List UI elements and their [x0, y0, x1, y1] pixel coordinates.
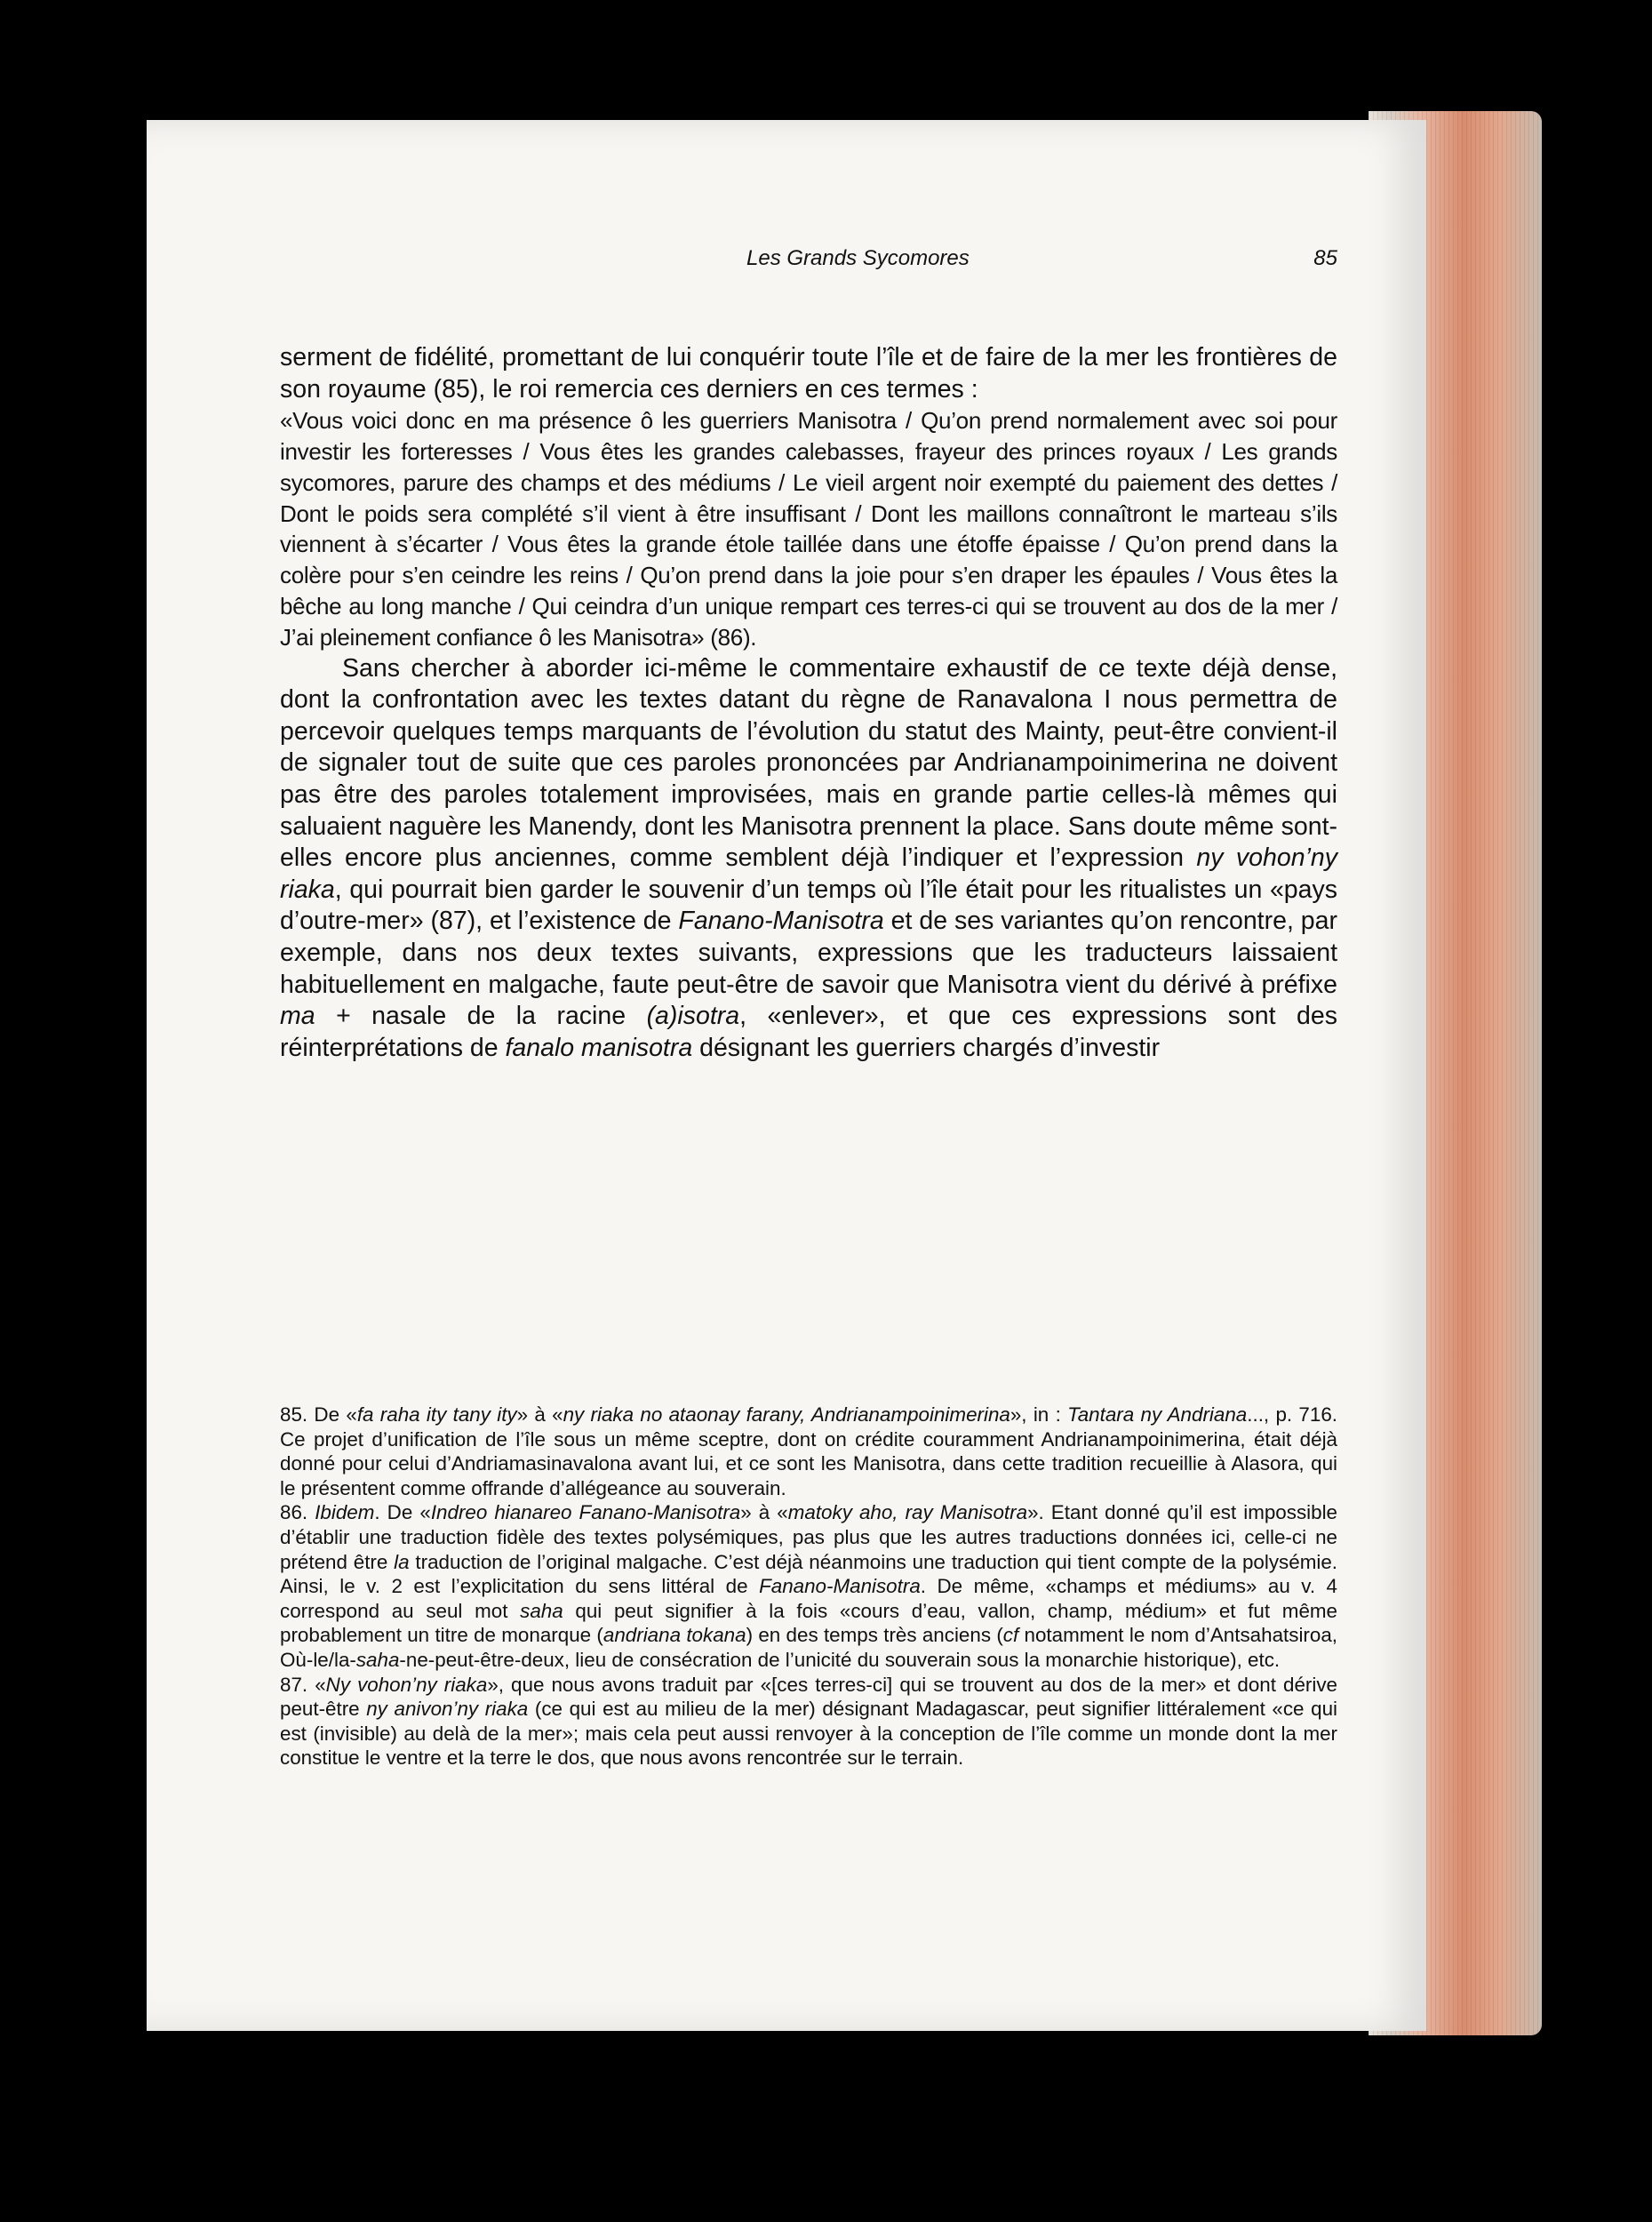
italic-term: ny anivon’ny riaka	[366, 1698, 529, 1721]
text-run: qui peut signifier à la fois «cours d’eau, vallon, champ, médium» et fut même probablement un titre de monarque (	[280, 1599, 1337, 1647]
italic-term: Indreo hianareo Fanano-Manisotra	[430, 1501, 741, 1524]
text-run: traduction de l’original malgache. C’est déjà néanmoins une traduction qui tient compte de la polysémie. Ainsi, le v. 2 est l’explicitation du sens littéral de	[280, 1550, 1338, 1598]
paragraph-2	[280, 653, 1337, 1065]
text-run: désignant les guerriers chargés d’investir	[692, 1033, 1161, 1062]
text-run: , «enlever», et que ces expressions sont des réinterprétations de	[280, 1002, 1337, 1062]
italic-term: Tantara ny Andriana	[1067, 1403, 1248, 1426]
paragraph-1: serment de fidélité, promettant de lui conquérir toute l’île et de faire de la mer les frontières de son royaume (85), le roi remercia ces derniers en ces termes :	[280, 343, 1337, 404]
text-run: -ne-peut-être-deux, lieu de consécration de l’unicité du souverain sous la monarchie historique), etc.	[399, 1648, 1281, 1671]
text-run: + nasale de la racine	[315, 1002, 647, 1031]
page-number: 85	[1313, 246, 1337, 270]
text-run: et de ses variantes qu’on rencontre, par exemple, dans nos deux textes suivants, expressions que les traducteurs laissaient habituellement en malgache, faute peut-être de savoir que Manisotra vient du dérivé à préfixe	[280, 907, 1337, 999]
text-run: 87. «	[280, 1673, 326, 1696]
text-run: » à «	[516, 1403, 563, 1426]
running-head	[280, 246, 1337, 282]
footnote-86	[280, 1500, 1337, 1672]
italic-term: cf	[1002, 1624, 1019, 1647]
italic-term: saha	[355, 1648, 400, 1671]
italic-term: la	[394, 1550, 410, 1573]
italic-term: saha	[520, 1599, 563, 1622]
italic-term: ny riaka no ataonay farany, Andrianampoinimerina	[563, 1403, 1010, 1426]
text-run: , qui pourrait bien garder le souvenir d’un temps où l’île était pour les ritualistes un «pays d’outre-mer» (87), et l’existence de	[280, 875, 1337, 936]
text-run: », in :	[1010, 1403, 1068, 1426]
italic-term: (a)isotra	[646, 1002, 740, 1031]
footnote-87	[280, 1673, 1337, 1770]
text-run: 86.	[280, 1501, 315, 1524]
text-run: ». Etant donné qu’il est impossible d’établir une traduction fidèle des textes polysémiques, pas plus que les autres traductions données ici, celle-ci ne prétend être	[280, 1501, 1338, 1573]
italic-term: Ibidem	[315, 1501, 375, 1524]
text-run: (ce qui est au milieu de la mer) désignant Madagascar, peut signifier littéralement «ce qui est (invisible) au delà de la mer»; mais cela peut aussi renvoyer à la conception de l’île comme un monde dont la mer constitue le ventre et la terre le dos, que nous avons rencontrée sur le terrain.	[280, 1698, 1337, 1770]
footnote-85	[280, 1403, 1337, 1500]
book-page	[147, 120, 1426, 2031]
italic-term: matoky aho, ray Manisotra	[787, 1501, 1028, 1524]
text-run: 85. De «	[280, 1403, 357, 1426]
body-text	[280, 342, 1337, 1064]
italic-term: Fanano-Manisotra	[678, 907, 884, 936]
italic-term: andriana tokana	[603, 1624, 746, 1647]
text-run: . De «	[374, 1501, 431, 1524]
italic-term: ny vohon’ny riaka	[280, 843, 1337, 904]
text-run: », que nous avons traduit par «[ces terres-ci] qui se trouvent au dos de la mer» et dont dérive peut-être	[280, 1673, 1338, 1721]
italic-term: fa raha ity tany ity	[356, 1403, 517, 1426]
footnotes	[280, 1403, 1337, 1770]
text-run: ..., p. 716. Ce projet d’unification de l’île sous un même sceptre, dont on crédite couramment Andrianampoinimerina, était déjà donné pour celui d’Andriamasinavalona avant lui, et ce sont les Manisotra, dans cette tradition recueillie à Alasora, qui le présentent comme offrande d’allégeance au souverain.	[280, 1403, 1338, 1499]
italic-term: fanalo manisotra	[505, 1033, 693, 1062]
italic-term: Ny vohon’ny riaka	[325, 1673, 488, 1696]
running-head-title: Les Grands Sycomores	[746, 246, 970, 270]
italic-term: ma	[280, 1002, 315, 1031]
text-run: notamment le nom d’Antsahatsiroa, Où-le/la-	[280, 1624, 1337, 1671]
text-run: Sans chercher à aborder ici-même le commentaire exhaustif de ce texte déjà dense, dont la confrontation avec les textes datant du règne de Ranavalona I nous permettra de percevoir quelques temps marquants de l’évolution du statut des Mainty, peut-être convient-il de signaler tout de suite que ces paroles prononcées par Andrianampoinimerina ne doivent pas être des paroles totalement improvisées, mais en grande partie celles-là mêmes qui saluaient naguère les Manendy, dont les Manisotra prennent la place. Sans doute même sont-elles encore plus anciennes, comme semblent déjà l’indiquer et l’expression	[280, 653, 1337, 873]
text-run: » à «	[740, 1501, 788, 1524]
text-run: . De même, «champs et médiums» au v. 4 correspond au seul mot	[280, 1575, 1337, 1622]
quoted-speech: «Vous voici donc en ma présence ô les guerriers Manisotra / Qu’on prend normalement avec soi pour investir les forteresses / Vous êtes les grandes calebasses, frayeur des princes royaux / Les grands sycomores, parure des champs et des médiums / Le vieil argent noir exempté du paiement des dettes / Dont le poids sera complété s’il vient à être insuffisant / Dont les maillons connaîtront le marteau s’ils viennent à s’écarter / Vous êtes la grande étole taillée dans une étoffe épaisse / Qu’on prend dans la colère pour s’en ceindre les reins / Qu’on prend dans la joie pour s’en draper les épaules / Vous êtes la bêche au long manche / Qui ceindra d’un unique rempart ces terres-ci qui se trouvent au dos de la mer / J’ai pleinement confiance ô les Manisotra» (86).	[280, 407, 1337, 651]
text-run: ) en des temps très anciens (	[746, 1624, 1003, 1647]
italic-term: Fanano-Manisotra	[759, 1575, 921, 1598]
